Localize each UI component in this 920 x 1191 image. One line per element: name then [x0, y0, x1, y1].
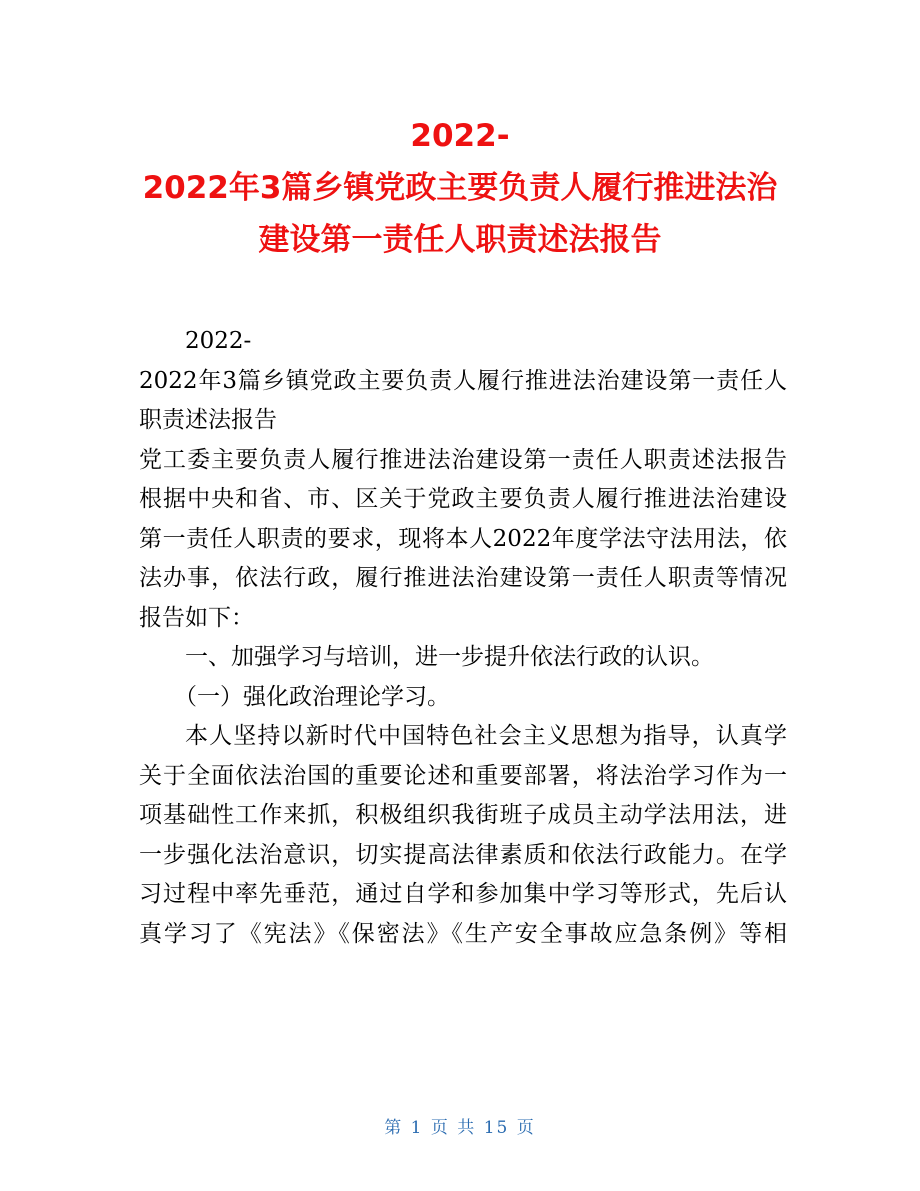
- body-line: 一步强化法治意识，切实提高法律素质和依法行政能力。在学: [139, 841, 787, 868]
- body-line: 习过程中率先垂范，通过自学和参加集中学习等形式，先后认: [139, 881, 787, 907]
- title-line-3: 建设第一责任人职责述法报告: [258, 222, 662, 258]
- title-line-1: 2022-: [410, 118, 510, 154]
- page-number-footer: 第 1 页 共 15 页: [384, 1118, 536, 1138]
- body-line: 2022-: [185, 328, 252, 354]
- document-title: [100, 110, 820, 266]
- body-line: 2022年3篇乡镇党政主要负责人履行推进法治建设第一责任人: [139, 367, 787, 394]
- body-line: 法办事，依法行政，履行推进法治建设第一责任人职责等情况: [139, 565, 787, 591]
- body-line: 根据中央和省、市、区关于党政主要负责人履行推进法治建设: [139, 486, 787, 512]
- body-line: 关于全面依法治国的重要论述和重要部署，将法治学习作为一: [139, 762, 787, 789]
- body-line: 职责述法报告: [139, 407, 277, 433]
- body-line: 报告如下：: [139, 604, 254, 631]
- body-line: 项基础性工作来抓，积极组织我街班子成员主动学法用法，进: [139, 802, 787, 828]
- body-line: 一、加强学习与培训，进一步提升依法行政的认识。: [185, 644, 714, 670]
- body-line: 党工委主要负责人履行推进法治建设第一责任人职责述法报告: [139, 446, 787, 473]
- body-line: 第一责任人职责的要求，现将本人2022年度学法守法用法，依: [139, 525, 787, 552]
- body-line: 真学习了《宪法》《保密法》《生产安全事故应急条例》等相: [139, 920, 787, 947]
- document-body: [139, 322, 787, 954]
- body-line: 本人坚持以新时代中国特色社会主义思想为指导，认真学: [185, 723, 787, 749]
- body-line: （一）强化政治理论学习。: [174, 683, 450, 710]
- title-line-2: 2022年3篇乡镇党政主要负责人履行推进法治: [142, 170, 778, 206]
